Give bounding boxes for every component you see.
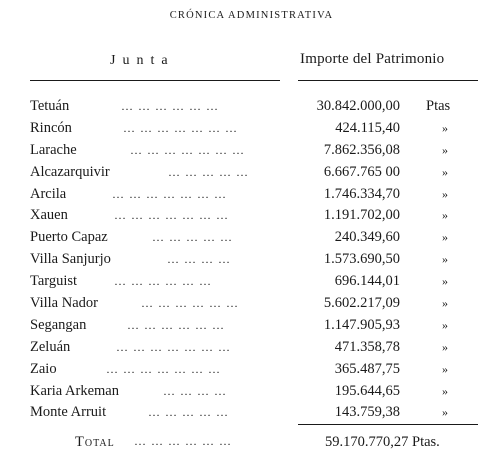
patrimonio-amount: 240.349,60 [334, 229, 400, 246]
table-row [30, 206, 480, 228]
junta-name: Zeluán [30, 338, 71, 355]
leader-dots: … … … … … [152, 230, 233, 245]
table-row [30, 228, 480, 250]
currency-unit: » [442, 339, 448, 354]
leader-dots: … … … … [167, 252, 231, 267]
table-row [30, 272, 480, 294]
currency-unit: » [442, 186, 448, 201]
column-header-importe: Importe del Patrimonio [300, 51, 445, 67]
total-label: Total [75, 434, 115, 450]
patrimonio-amount: 6.667.765 00 [323, 163, 400, 180]
header-rule-right [298, 80, 478, 81]
junta-name: Puerto Capaz [30, 229, 108, 246]
patrimonio-amount: 471.358,78 [334, 338, 400, 355]
leader-dots: … … … … … [148, 405, 229, 420]
table-row [30, 294, 480, 316]
currency-unit: » [442, 383, 448, 398]
currency-unit: » [442, 317, 448, 332]
table-row [30, 338, 480, 360]
junta-name: Alcazarquivir [30, 163, 110, 180]
currency-unit: » [442, 164, 448, 179]
patrimonio-amount: 7.862.356,08 [323, 141, 400, 158]
currency-unit: » [442, 230, 448, 245]
currency-unit: » [442, 405, 448, 420]
leader-dots: … … … … … … … [112, 186, 227, 201]
junta-name: Zaio [30, 360, 57, 377]
currency-unit: » [442, 120, 448, 135]
leader-dots: … … … … … … … [114, 208, 229, 223]
junta-name: Karia Arkeman [30, 382, 119, 399]
patrimonio-amount: 30.842.000,00 [316, 98, 400, 114]
total-leader-dots: … … … … … … [134, 434, 232, 448]
patrimonio-amount: 1.746.334,70 [323, 185, 400, 202]
patrimonio-amount: 696.144,01 [334, 273, 400, 290]
total-row [30, 434, 490, 456]
currency-unit: » [442, 274, 448, 289]
leader-dots: … … … … … … … [123, 120, 238, 135]
leader-dots: … … … … … [168, 164, 249, 179]
currency-unit: Ptas [426, 98, 451, 114]
table-row [30, 382, 480, 404]
patrimonio-amount: 1.147.905,93 [323, 316, 400, 333]
header-rule-left [30, 80, 280, 81]
patrimonio-amount: 424.115,40 [335, 119, 400, 136]
currency-unit: » [442, 142, 448, 157]
currency-unit: » [442, 361, 448, 376]
table-body [30, 97, 480, 425]
currency-unit: » [442, 252, 448, 267]
junta-name: Monte Arruit [30, 404, 107, 421]
table-row [30, 250, 480, 272]
leader-dots: … … … … … … [114, 274, 212, 289]
junta-name: Villa Sanjurjo [30, 251, 111, 268]
table-row [30, 119, 480, 141]
leader-dots: … … … … … … … [130, 142, 245, 157]
currency-unit: » [442, 296, 448, 311]
junta-name: Larache [30, 141, 77, 158]
table-row [30, 97, 480, 119]
patrimonio-amount: 5.602.217,09 [323, 295, 400, 312]
leader-dots: … … … … … … [141, 296, 239, 311]
column-header-junta: Junta [110, 53, 175, 68]
total-rule-left [298, 424, 478, 425]
patrimonio-amount: 1.573.690,50 [323, 251, 400, 268]
junta-name: Xauen [30, 207, 68, 224]
leader-dots: … … … … … … [121, 99, 219, 113]
patrimonio-amount: 143.759,38 [334, 404, 400, 421]
junta-name: Targuist [30, 273, 78, 290]
leader-dots: … … … … … … … [116, 339, 231, 354]
table-row [30, 185, 480, 207]
table-row [30, 360, 480, 382]
junta-name: Rincón [30, 119, 72, 136]
leader-dots: … … … … … … … [106, 361, 221, 376]
junta-name: Villa Nador [30, 295, 98, 312]
table-row [30, 403, 480, 425]
currency-unit: » [442, 208, 448, 223]
total-amount: 59.170.770,27 Ptas. [325, 434, 440, 450]
patrimonio-amount: 1.191.702,00 [323, 207, 400, 224]
junta-name: Arcila [30, 185, 67, 202]
leader-dots: … … … … [163, 383, 227, 398]
junta-name: Segangan [30, 316, 87, 333]
table-row [30, 316, 480, 338]
table-row [30, 163, 480, 185]
patrimonio-amount: 365.487,75 [334, 360, 400, 377]
junta-name: Tetuán [30, 98, 70, 114]
patrimonio-amount: 195.644,65 [334, 382, 400, 399]
leader-dots: … … … … … … [127, 317, 225, 332]
page-title: CRÓNICA ADMINISTRATIVA [169, 10, 334, 21]
table-row [30, 141, 480, 163]
